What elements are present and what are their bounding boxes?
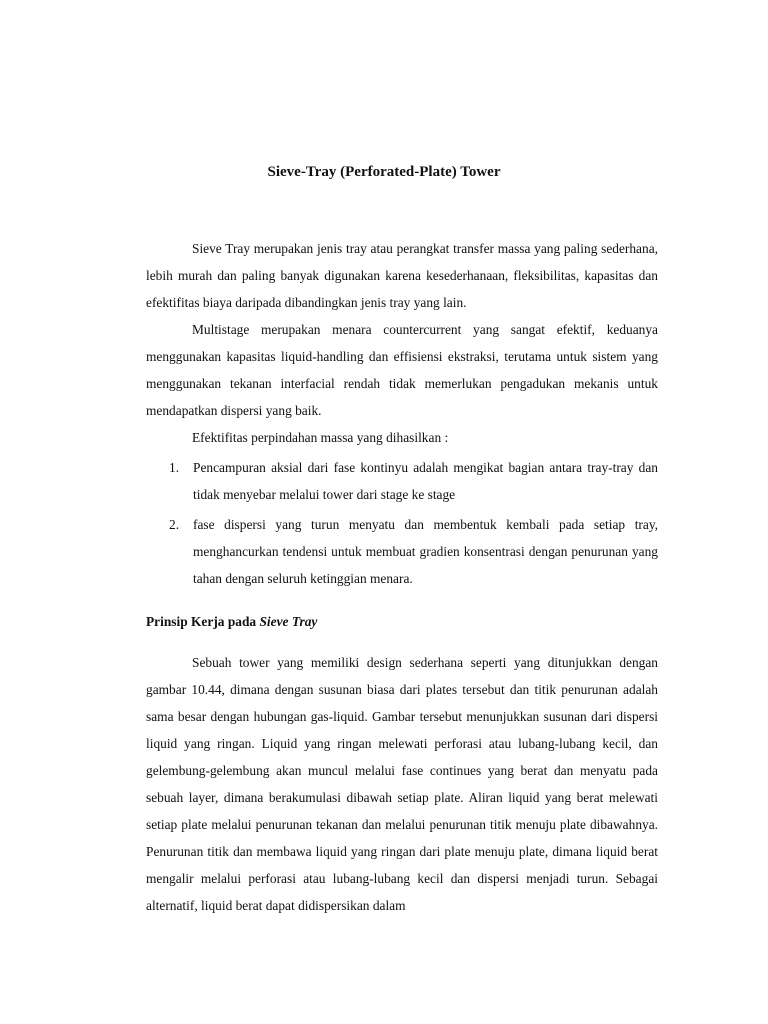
numbered-list xyxy=(146,454,658,592)
section-body xyxy=(146,649,658,919)
section-heading-emphasis: Sieve Tray xyxy=(259,614,318,629)
document-title: Sieve-Tray (Perforated-Plate) Tower xyxy=(267,164,501,180)
paragraph-sieve-tray-intro: Sieve Tray merupakan jenis tray atau perangkat transfer massa yang paling sederhana, lebih murah dan paling banyak digunakan karena kesederhanaan, fleksibilitas, kapasitas dan efektifitas biaya daripada dibandingkan jenis tray yang lain. xyxy=(146,241,658,310)
section-heading-prefix: Prinsip Kerja pada xyxy=(146,614,260,629)
list-item-text: Pencampuran aksial dari fase kontinyu adalah mengikat bagian antara tray-tray dan tidak menyebar melalui tower dari stage ke stage xyxy=(193,460,658,502)
paragraph-prinsip-kerja: Sebuah tower yang memiliki design sederhana seperti yang ditunjukkan dengan gambar 10.44, dimana dengan susunan biasa dari plates tersebut dan titik penurunan adalah sama besar dengan hubungan gas-liquid. Gambar tersebut menunjukkan susunan dari dispersi liquid yang ringan. Liquid yang ringan melewati perforasi atau lubang-lubang kecil, dan gelembung-gelembung akan muncul melalui fase continues yang berat dan menyatu pada sebuah layer, dimana berakumulasi dibawah setiap plate. Aliran liquid yang berat melewati setiap plate melalui penurunan tekanan dan melalui penurunan titik menuju plate dibawahnya. Penurunan titik dan membawa liquid yang ringan dari plate menuju plate, dimana liquid berat mengalir melalui perforasi atau lubang-lubang kecil dan dispersi menjadi turun. Sebagai alternatif, liquid berat dapat didispersikan dalam xyxy=(146,655,658,913)
list-item-number: 1. xyxy=(169,460,180,475)
list-item-number: 2. xyxy=(169,517,180,532)
section-heading xyxy=(146,610,658,634)
document-body xyxy=(146,235,658,919)
paragraph-multistage: Multistage merupakan menara countercurrent yang sangat efektif, keduanya menggunakan kapasitas liquid-handling dan effisiensi ekstraksi, terutama untuk sistem yang menggunakan tekanan interfacial rendah tidak memerlukan pengadukan mekanis untuk mendapatkan dispersi yang baik. xyxy=(146,322,658,418)
list-item-text: fase dispersi yang turun menyatu dan membentuk kembali pada setiap tray, menghancurkan tendensi untuk membuat gradien konsentrasi dengan penurunan yang tahan dengan seluruh ketinggian menara. xyxy=(193,517,658,586)
list-item xyxy=(146,511,658,592)
list-item xyxy=(146,454,658,508)
paragraph-efektifitas: Efektifitas perpindahan massa yang dihasilkan : xyxy=(192,430,449,445)
